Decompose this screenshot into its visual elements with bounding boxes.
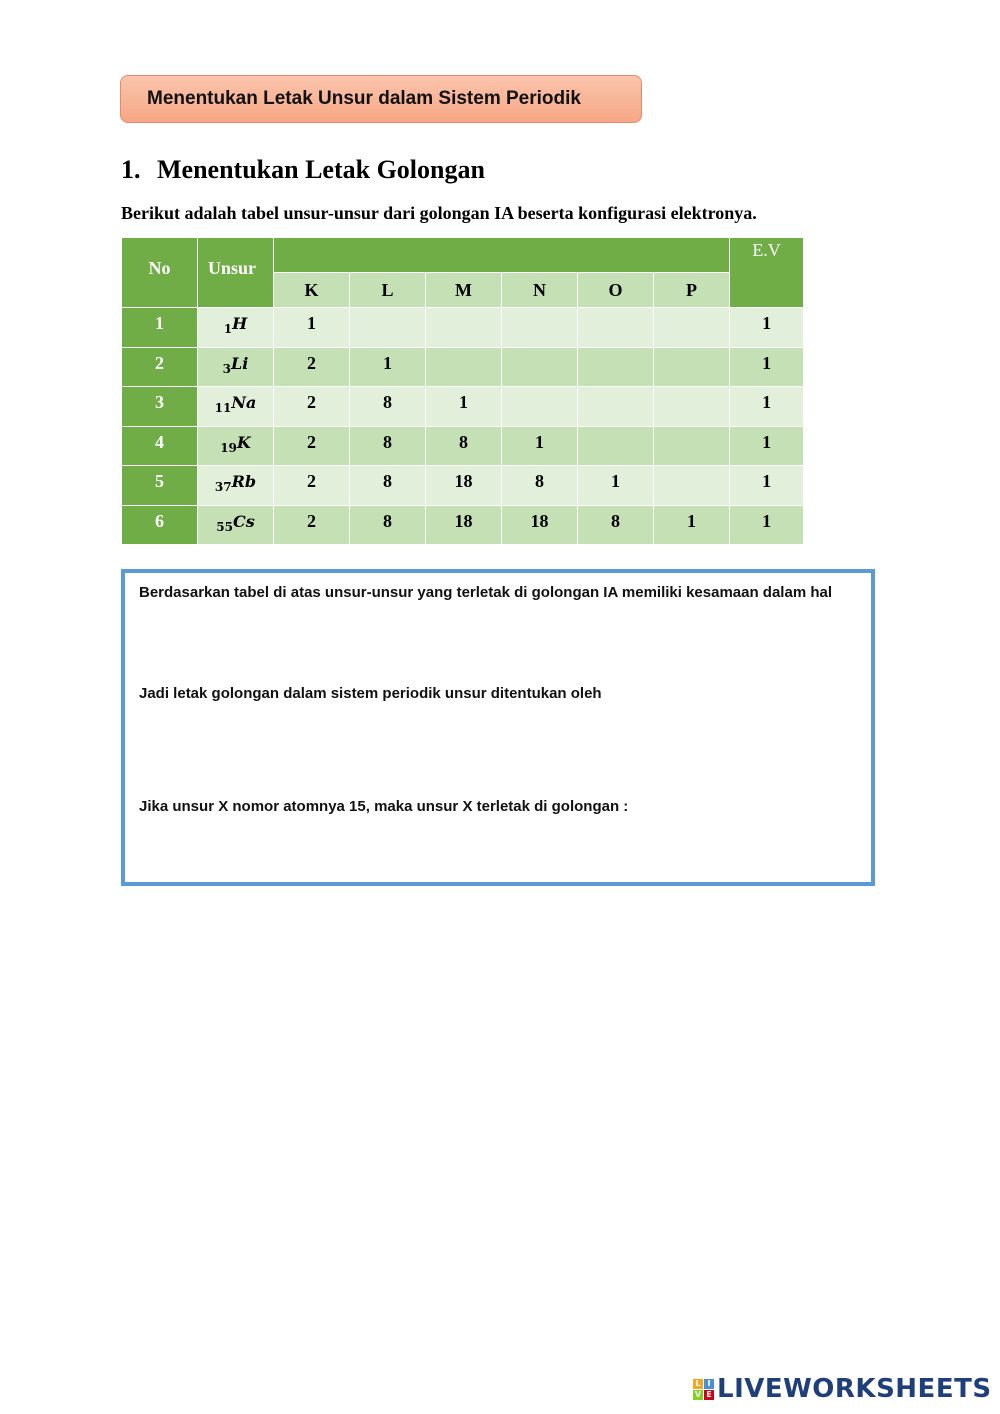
shell-p-value [654, 466, 730, 506]
brand-name: LIVEWORKSHEETS [717, 1374, 992, 1404]
header-shell-group [274, 238, 730, 273]
ev-value: 1 [730, 387, 804, 427]
shell-o-value [578, 426, 654, 466]
shell-p-value: 1 [654, 505, 730, 545]
shell-l-value: 1 [350, 347, 426, 387]
shell-n-value [502, 308, 578, 348]
element-cell [198, 426, 274, 466]
shell-p-value [654, 387, 730, 427]
row-number: 4 [122, 426, 198, 466]
shell-n-value [502, 347, 578, 387]
element-name: H [232, 314, 248, 333]
logo-letter-v: V [694, 1389, 702, 1399]
table-row [122, 308, 804, 348]
shell-l-value [350, 308, 426, 348]
element-cell [198, 347, 274, 387]
shell-m-value [426, 308, 502, 348]
atomic-number: 11 [214, 401, 232, 416]
worksheet-title [120, 75, 642, 123]
table-row [122, 347, 804, 387]
shell-m-value: 18 [426, 505, 502, 545]
shell-l-value: 8 [350, 426, 426, 466]
header-shell-k: K [274, 273, 350, 308]
header-shell-m: M [426, 273, 502, 308]
table-row [122, 466, 804, 506]
section-number: 1. [121, 155, 141, 184]
element-cell [198, 466, 274, 506]
shell-m-value: 1 [426, 387, 502, 427]
table-row [122, 426, 804, 466]
section-heading-text: Menentukan Letak Golongan [157, 155, 485, 184]
shell-n-value [502, 387, 578, 427]
shell-l-value: 8 [350, 466, 426, 506]
shell-k-value: 2 [274, 505, 350, 545]
shell-o-value [578, 308, 654, 348]
ev-value: 1 [730, 466, 804, 506]
section-heading [121, 155, 485, 185]
logo-letter-e: E [704, 1390, 714, 1400]
shell-o-value: 1 [578, 466, 654, 506]
ev-value: 1 [730, 347, 804, 387]
element-symbol [220, 432, 251, 455]
shell-k-value: 2 [274, 426, 350, 466]
row-number: 6 [122, 505, 198, 545]
element-name: Cs [232, 511, 255, 531]
ev-value: 1 [730, 426, 804, 466]
table-row [122, 505, 804, 545]
liveworksheets-brand [693, 1374, 992, 1404]
shell-k-value: 2 [274, 466, 350, 506]
shell-n-value: 1 [502, 426, 578, 466]
atomic-number: 37 [214, 480, 232, 495]
element-cell [198, 505, 274, 545]
shell-m-value [426, 347, 502, 387]
answer-box [121, 569, 875, 886]
shell-n-value: 18 [502, 505, 578, 545]
logo-letter-i: I [704, 1379, 714, 1389]
ev-value: 1 [730, 308, 804, 348]
element-symbol [223, 314, 248, 337]
atomic-number: 55 [216, 519, 233, 534]
element-symbol [214, 472, 257, 495]
row-number: 1 [122, 308, 198, 348]
atomic-number: 3 [222, 361, 232, 376]
intro-text: Berikut adalah tabel unsur-unsur dari golongan IA beserta konfigurasi elektronya. [121, 203, 757, 223]
header-shell-o: O [578, 273, 654, 308]
shell-p-value [654, 347, 730, 387]
shell-m-value: 18 [426, 466, 502, 506]
question-2: Jadi letak golongan dalam sistem periodik unsur ditentukan oleh [139, 685, 602, 702]
shell-o-value: 8 [578, 505, 654, 545]
element-symbol [214, 393, 257, 416]
row-number: 3 [122, 387, 198, 427]
question-1: Berdasarkan tabel di atas unsur-unsur yang terletak di golongan IA memiliki kesamaan dalam hal [139, 584, 832, 601]
shell-l-value: 8 [350, 505, 426, 545]
element-name: Rb [231, 472, 257, 491]
element-cell [198, 387, 274, 427]
row-number: 2 [122, 347, 198, 387]
shell-m-value: 8 [426, 426, 502, 466]
shell-k-value: 2 [274, 347, 350, 387]
element-symbol [216, 511, 255, 534]
header-no: No [122, 238, 198, 308]
element-name: Li [231, 353, 249, 373]
question-3: Jika unsur X nomor atomnya 15, maka unsur X terletak di golongan : [139, 798, 629, 815]
shell-n-value: 8 [502, 466, 578, 506]
shell-l-value: 8 [350, 387, 426, 427]
table-row [122, 387, 804, 427]
element-cell [198, 308, 274, 348]
row-number: 5 [122, 466, 198, 506]
electron-configuration-table [121, 237, 804, 545]
shell-o-value [578, 387, 654, 427]
element-name: Na [231, 393, 257, 412]
element-name: K [236, 432, 251, 452]
element-symbol [222, 353, 249, 376]
header-shell-n: N [502, 273, 578, 308]
shell-k-value: 2 [274, 387, 350, 427]
header-shell-p: P [654, 273, 730, 308]
worksheet-title-text: Menentukan Letak Unsur dalam Sistem Periodik [147, 88, 581, 109]
header-unsur: Unsur [198, 238, 274, 308]
logo-letter-l: L [693, 1379, 703, 1389]
shell-p-value [654, 308, 730, 348]
liveworksheets-logo-icon [693, 1379, 714, 1400]
atomic-number: 1 [223, 322, 233, 337]
header-shell-l: L [350, 273, 426, 308]
ev-value: 1 [730, 505, 804, 545]
shell-p-value [654, 426, 730, 466]
shell-o-value [578, 347, 654, 387]
atomic-number: 19 [220, 440, 237, 455]
header-ev: E.V [730, 238, 804, 308]
shell-k-value: 1 [274, 308, 350, 348]
